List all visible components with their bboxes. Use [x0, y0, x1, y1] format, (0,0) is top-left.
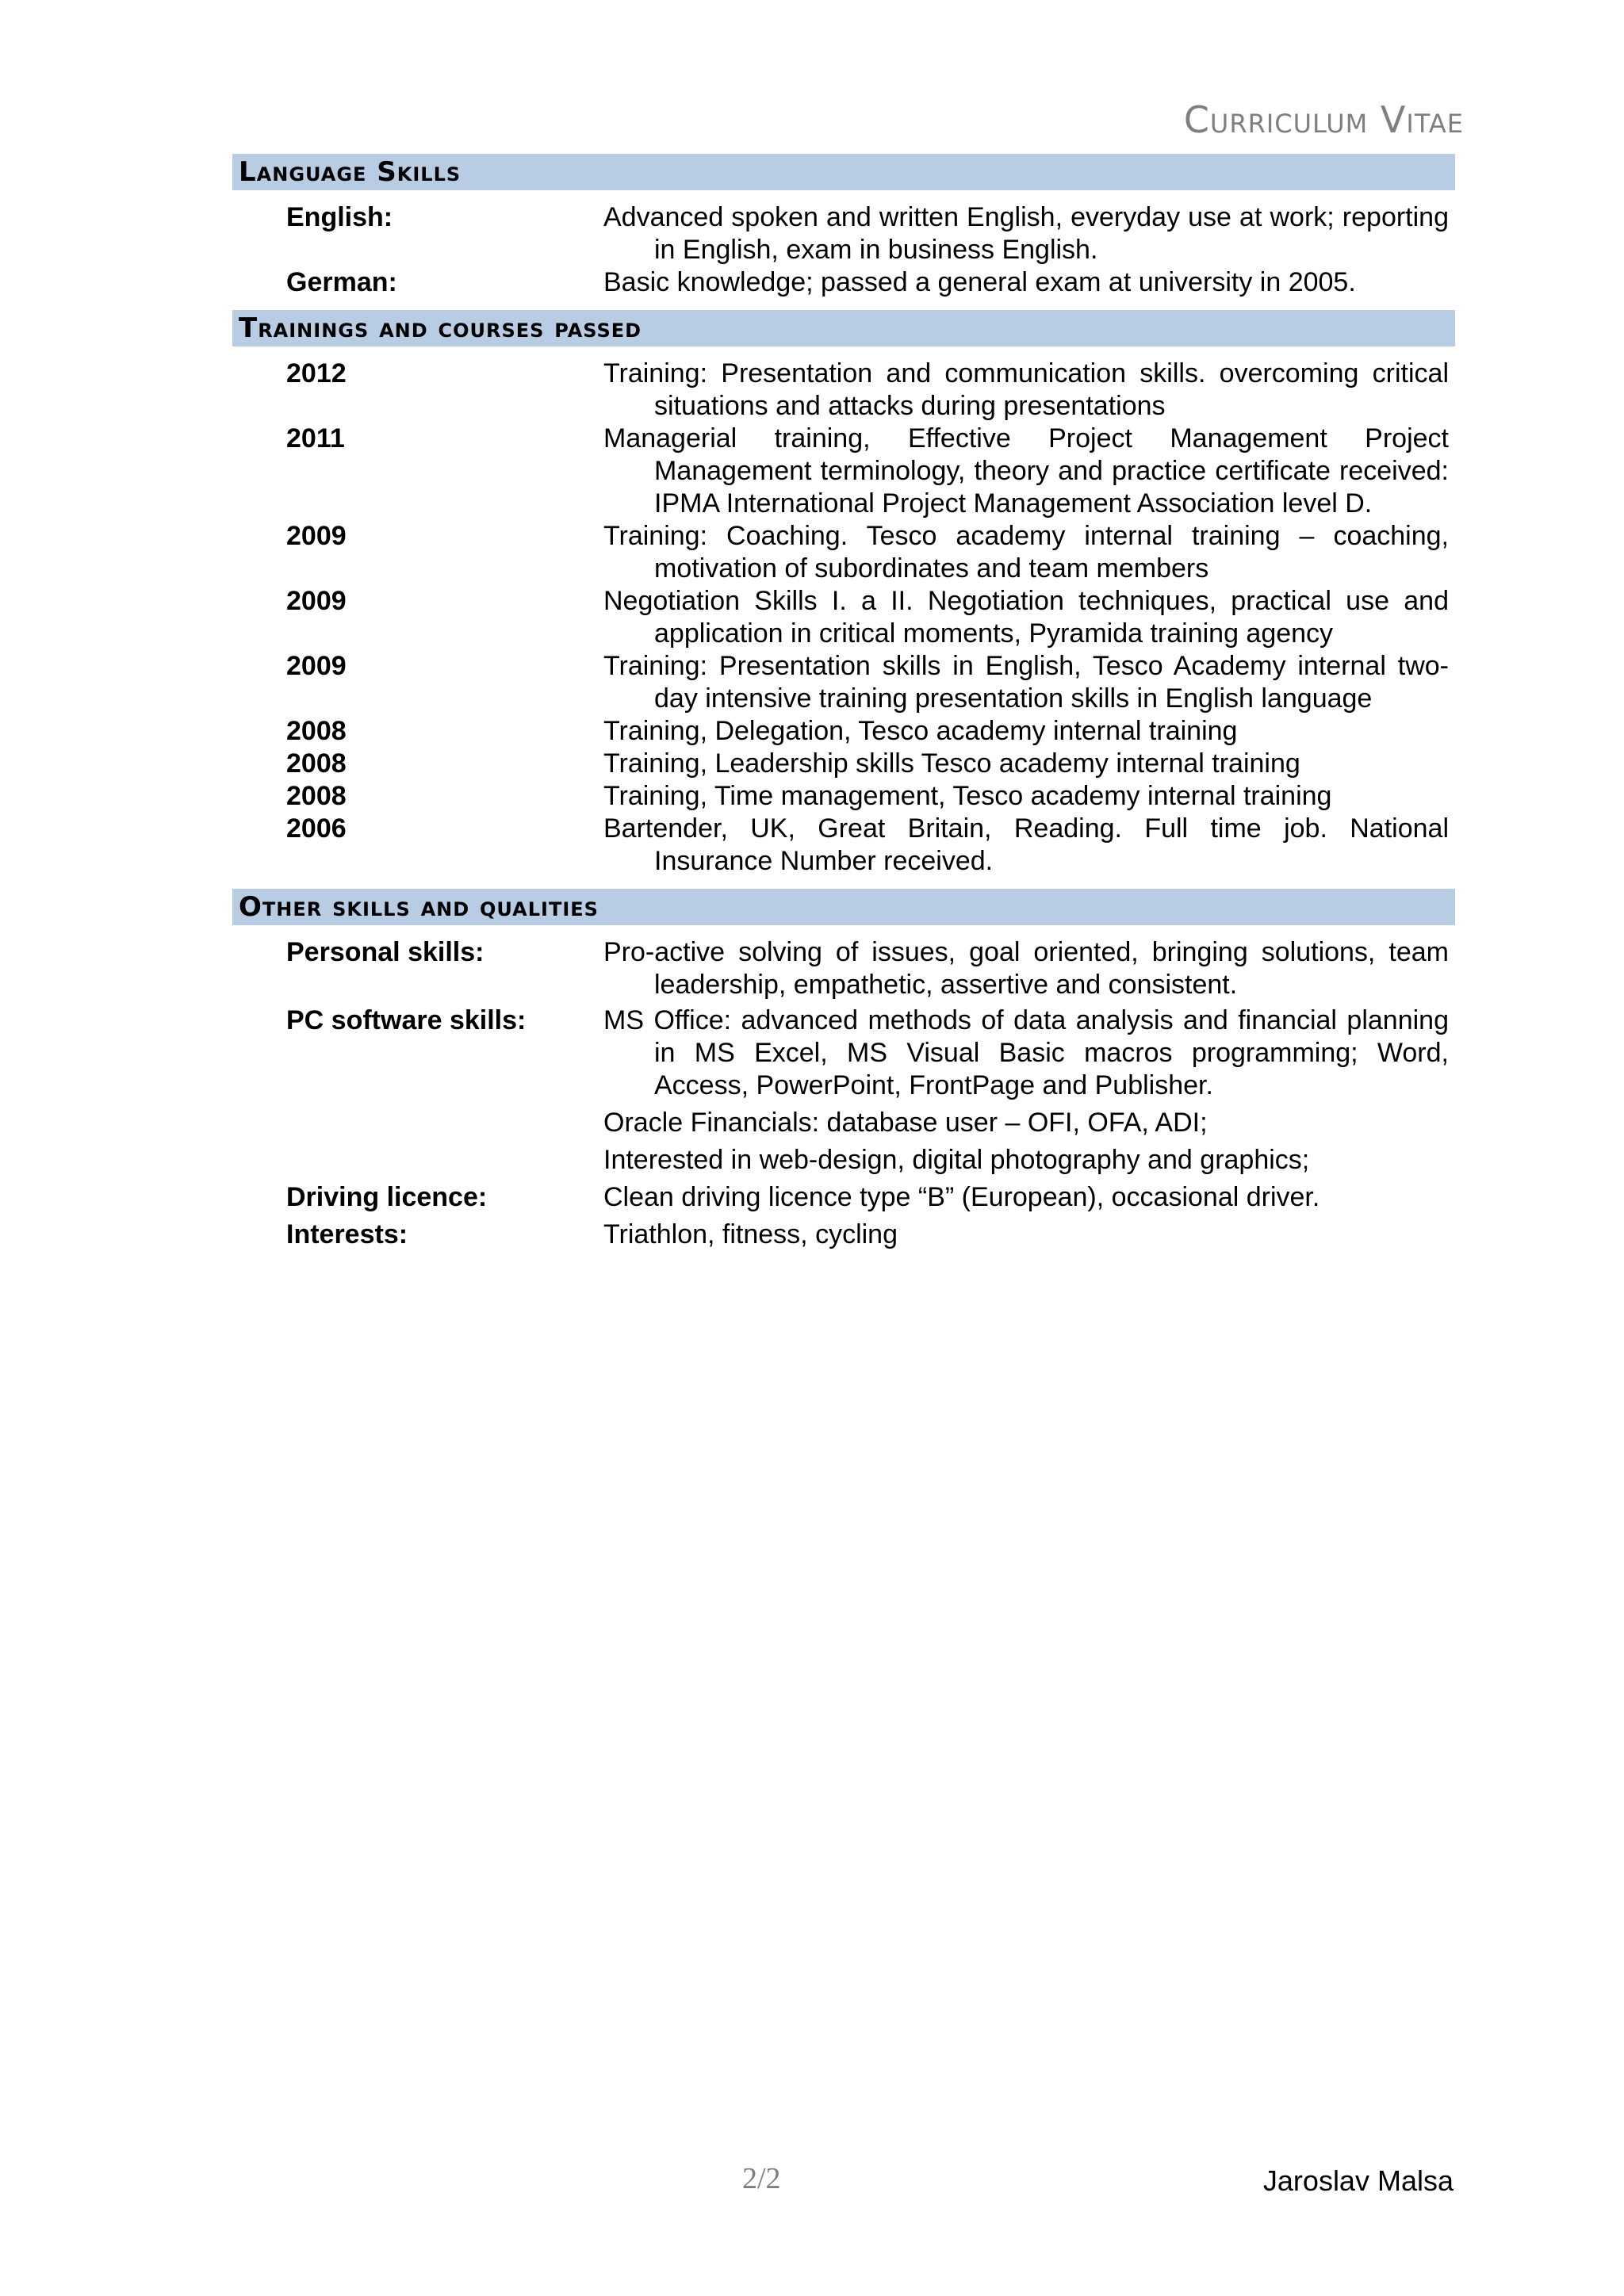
cv-row [232, 520, 1455, 585]
cv-row [232, 1219, 1455, 1251]
cv-row [232, 266, 1455, 299]
row-label: 2012 [286, 358, 347, 388]
row-label: Personal skills: [286, 937, 485, 967]
row-label [232, 1144, 603, 1177]
row-description: Interested in web-design, digital photography and graphics; [603, 1145, 1310, 1175]
row-label: 2008 [286, 748, 347, 779]
row-description: Bartender, UK, Great Britain, Reading. Full time job. National Insurance Number received. [603, 813, 1449, 876]
cv-row [232, 780, 1455, 813]
row-label: English: [286, 202, 393, 232]
cv-row [232, 358, 1455, 423]
cv-row [232, 715, 1455, 748]
row-description: Managerial training, Effective Project Management Project Management terminology, theory and practice certificate received: IPMA International Project Management Association level D. [603, 423, 1449, 519]
row-description: MS Office: advanced methods of data analysis and financial planning in MS Excel, MS Visual Basic macros programming; Word, Access, PowerPoint, FrontPage and Publisher. [603, 1005, 1449, 1100]
row-description: Clean driving licence type “B” (European), occasional driver. [603, 1182, 1320, 1212]
row-label: 2009 [286, 586, 347, 616]
section-heading: Trainings and courses passed [232, 310, 1455, 346]
row-label: PC software skills: [286, 1005, 527, 1035]
row-description: Pro-active solving of issues, goal oriented, bringing solutions, team leadership, empathetic, assertive and consistent. [603, 937, 1449, 1000]
row-description: Training, Delegation, Tesco academy internal training [603, 716, 1238, 746]
row-label: 2006 [286, 813, 347, 844]
row-description: Training, Time management, Tesco academy internal training [603, 781, 1332, 811]
row-description: Basic knowledge; passed a general exam at university in 2005. [603, 267, 1356, 297]
section-heading: Language Skills [232, 154, 1455, 190]
row-description: Training: Presentation and communication skills. overcoming critical situations and attacks during presentations [603, 358, 1449, 421]
cv-content [232, 154, 1455, 1251]
row-description: Training: Coaching. Tesco academy internal training – coaching, motivation of subordinates and team members [603, 521, 1449, 584]
row-label: 2009 [286, 521, 347, 551]
row-label: Driving licence: [286, 1182, 488, 1212]
row-label [232, 1107, 603, 1139]
cv-row [232, 1004, 1455, 1102]
cv-row [232, 585, 1455, 650]
row-description: Triathlon, fitness, cycling [603, 1219, 898, 1249]
row-label: Interests: [286, 1219, 408, 1249]
row-description: Oracle Financials: database user – OFI, OFA, ADI; [603, 1108, 1208, 1138]
row-label: German: [286, 267, 397, 297]
row-description: Training: Presentation skills in English, Tesco Academy internal two-day intensive training presentation skills in English language [603, 651, 1449, 714]
row-description: Negotiation Skills I. a II. Negotiation techniques, practical use and application in critical moments, Pyramida training agency [603, 586, 1449, 649]
section-heading: Other skills and qualities [232, 889, 1455, 925]
cv-row [232, 1107, 1455, 1139]
cv-row [232, 748, 1455, 780]
cv-row [232, 1144, 1455, 1177]
section-trainings [232, 310, 1455, 878]
row-label: 2011 [286, 423, 345, 453]
footer-author-name: Jaroslav Malsa [1262, 2164, 1454, 2197]
row-label: 2008 [286, 716, 347, 746]
cv-row [232, 650, 1455, 715]
row-label: 2009 [286, 651, 347, 681]
cv-row [232, 1181, 1455, 1214]
row-description: Training, Leadership skills Tesco academy internal training [603, 748, 1300, 779]
cv-row [232, 201, 1455, 266]
document-header-title: Curriculum Vitae [1183, 98, 1464, 141]
cv-row [232, 936, 1455, 1001]
cv-row [232, 813, 1455, 878]
section-language-skills [232, 154, 1455, 299]
page-number: 2/2 [742, 2162, 781, 2195]
section-other-skills [232, 889, 1455, 1251]
row-description: Advanced spoken and written English, everyday use at work; reporting in English, exam in business English. [603, 202, 1449, 265]
cv-row [232, 423, 1455, 520]
row-label: 2008 [286, 781, 347, 811]
